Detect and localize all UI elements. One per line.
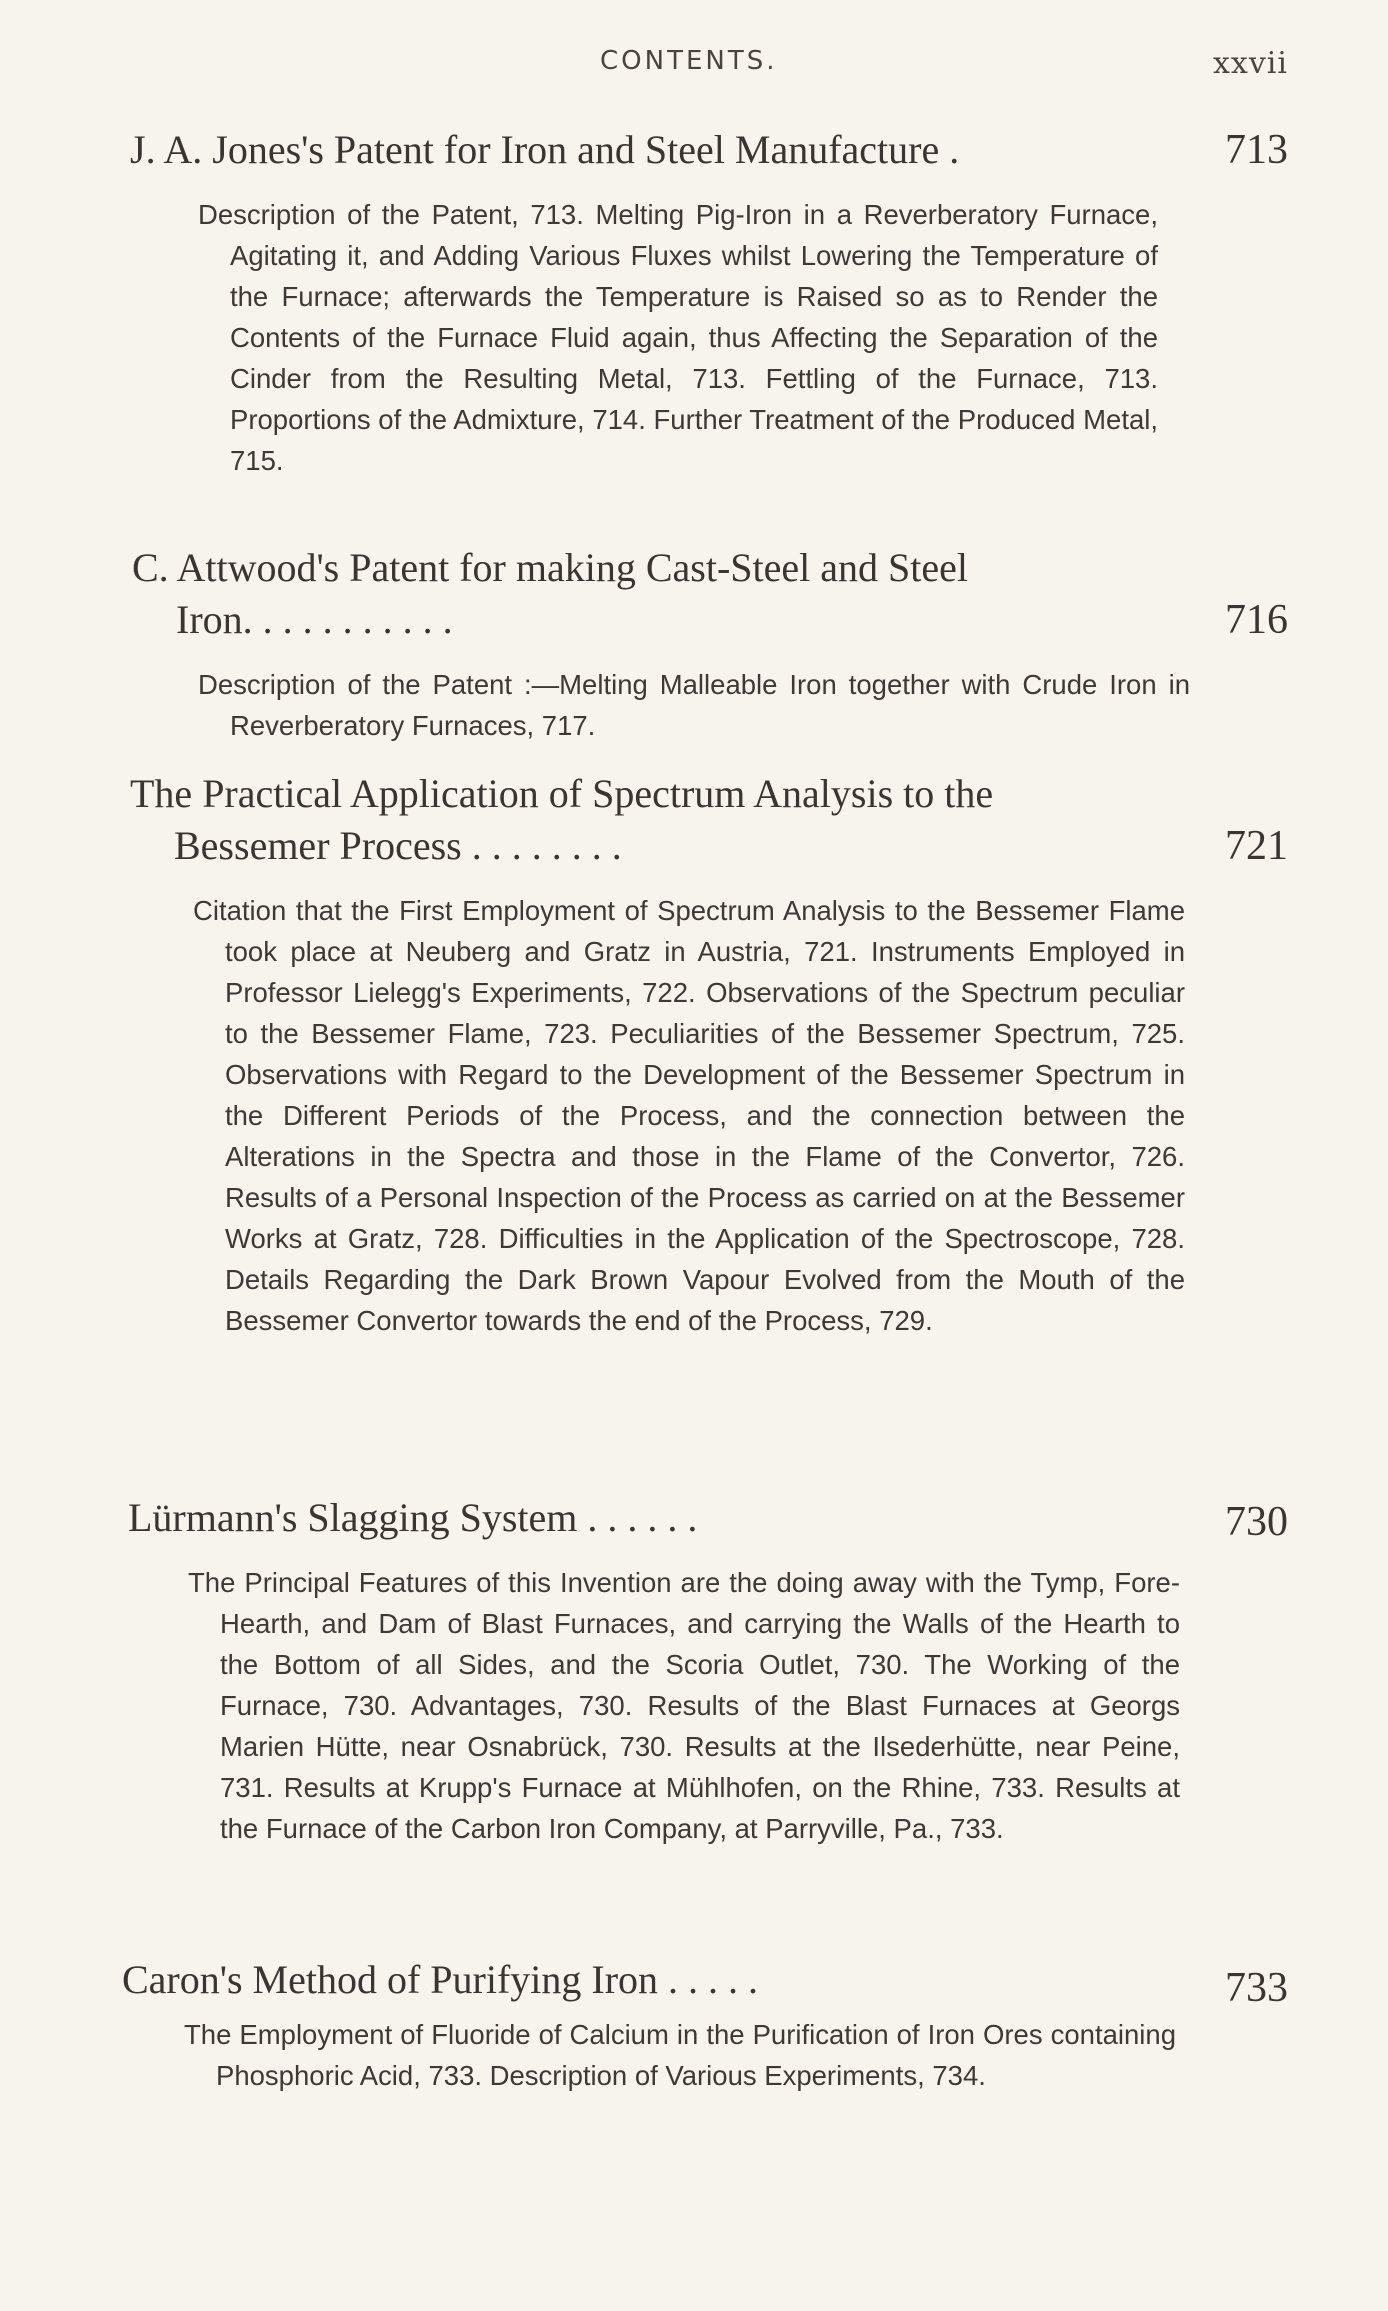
entry-heading-line: The Practical Application of Spectrum Analysis to the <box>130 771 994 816</box>
entry-page-number: 713 <box>1225 127 1288 173</box>
entry-heading <box>0 768 1388 872</box>
entry-heading-line: C. Attwood's Patent for making Cast-Steel and Steel <box>132 545 968 590</box>
entry-description: Citation that the First Employment of Spectrum Analysis to the Bessemer Flame took place at Neuberg and Gratz in Austria, 721. Instruments Employed in Professor Lielegg's Experiments, 722. Observations of the Spectrum peculiar to the Bessemer Flame, 723. Peculiarities of the Bessemer Spectrum, 725. Observations with Regard to the Development of the Bessemer Spectrum in the Different Periods of the Process, and the connection between the Alterations in the Spectra and those in the Flame of the Convertor, 726. Results of a Personal Inspection of the Process as carried on at the Bessemer Works at Gratz, 728. Difficulties in the Application of the Spectroscope, 728. Details Regarding the Dark Brown Vapour Evolved from the Mouth of the Bessemer Convertor towards the end of the Process, 729. <box>193 895 1185 1336</box>
entry-heading <box>0 124 1388 176</box>
entry-heading-line: Bessemer Process . . . . . . . . <box>174 823 622 868</box>
entry-description: The Employment of Fluoride of Calcium in the Purification of Iron Ores containing Phosphoric Acid, 733. Description of Various Experiments, 734. <box>184 2019 1176 2091</box>
running-head-title: CONTENTS. <box>600 46 778 76</box>
entry-heading-line: Caron's Method of Purifying Iron . . . . . <box>122 1957 759 2002</box>
running-head-page-number: xxvii <box>1213 46 1288 81</box>
entry-page-number: 716 <box>1225 597 1288 643</box>
entry-page-number: 721 <box>1225 823 1288 869</box>
toc-entry <box>0 1492 1388 1849</box>
entry-description: The Principal Features of this Invention are the doing away with the Tymp, Fore-Hearth, and Dam of Blast Furnaces, and carrying the Walls of the Hearth to the Bottom of all Sides, and the Scoria Outlet, 730. The Working of the Furnace, 730. Advantages, 730. Results of the Blast Furnaces at Georgs Marien Hütte, near Osnabrück, 730. Results at the Ilsederhütte, near Peine, 731. Results at Krupp's Furnace at Mühlhofen, on the Rhine, 733. Results at the Furnace of the Carbon Iron Company, at Parryville, Pa., 733. <box>188 1567 1180 1844</box>
running-head <box>0 46 1388 86</box>
toc-entry <box>0 542 1388 746</box>
toc-entry <box>0 1954 1388 2096</box>
entry-heading <box>0 542 1388 646</box>
toc-entry <box>0 124 1388 481</box>
toc-entry <box>0 768 1388 1341</box>
entry-heading <box>0 1492 1388 1544</box>
entry-page-number: 733 <box>1225 1965 1288 2011</box>
entry-heading-line: J. A. Jones's Patent for Iron and Steel Manufacture . <box>130 127 960 172</box>
entry-heading <box>0 1954 1388 2011</box>
entry-heading-line: Iron. . . . . . . . . . . <box>176 597 453 642</box>
entry-heading-line: Lürmann's Slagging System . . . . . . <box>128 1495 698 1540</box>
entry-page-number: 730 <box>1225 1499 1288 1545</box>
entry-description: Description of the Patent :—Melting Malleable Iron together with Crude Iron in Reverberatory Furnaces, 717. <box>198 669 1190 741</box>
entry-description: Description of the Patent, 713. Melting Pig-Iron in a Reverberatory Furnace, Agitating it, and Adding Various Fluxes whilst Lowering the Temperature of the Furnace; afterwards the Temperature is Raised so as to Render the Contents of the Furnace Fluid again, thus Affecting the Separation of the Cinder from the Resulting Metal, 713. Fettling of the Furnace, 713. Proportions of the Admixture, 714. Further Treatment of the Produced Metal, 715. <box>198 199 1158 476</box>
